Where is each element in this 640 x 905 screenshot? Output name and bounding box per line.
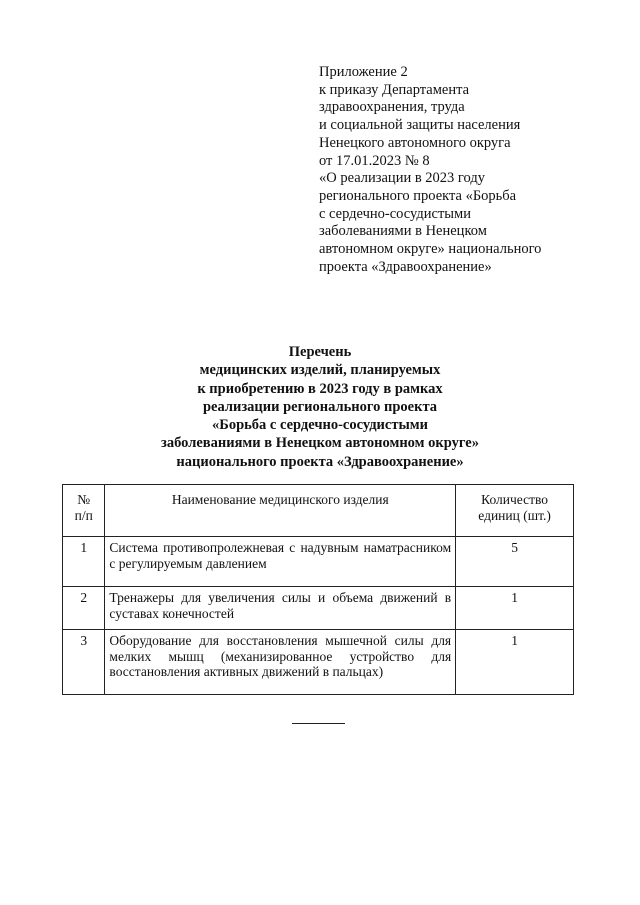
row-quantity: 1	[456, 587, 574, 630]
table-row	[63, 630, 574, 695]
title-line: «Борьба с сердечно-сосудистыми	[211, 417, 428, 434]
table-header-row	[63, 485, 574, 537]
header-number-line2: п/п	[74, 507, 93, 523]
header-quantity-line1: Количество	[481, 492, 549, 507]
row-quantity: 1	[456, 630, 574, 695]
appendix-line: автономном округе» национального	[319, 241, 542, 258]
appendix-line: здравоохранения, труда	[319, 99, 465, 116]
appendix-line: к приказу Департамента	[319, 81, 470, 98]
row-name: Тренажеры для увеличения силы и объема движений в суставах конечностей	[105, 587, 456, 630]
appendix-line: с сердечно-сосудистыми	[319, 205, 471, 222]
appendix-line: проекта «Здравоохранение»	[319, 258, 492, 275]
title-line: заболеваниями в Ненецком автономном округе»	[161, 435, 479, 452]
appendix-line: регионального проекта «Борьба	[319, 187, 517, 204]
row-quantity: 5	[456, 537, 574, 587]
appendix-line: от 17.01.2023 № 8	[319, 152, 430, 169]
title-line: медицинских изделий, планируемых	[199, 362, 441, 379]
row-number: 1	[63, 537, 105, 587]
appendix-line: «О реализации в 2023 году	[319, 170, 485, 187]
appendix-line: Ненецкого автономного округа	[319, 134, 511, 151]
header-quantity	[456, 485, 574, 537]
title-line: национального проекта «Здравоохранение»	[176, 453, 464, 470]
appendix-line: заболеваниями в Ненецком	[319, 223, 487, 240]
end-divider	[292, 723, 345, 724]
header-number-line1: №	[77, 492, 91, 507]
row-number: 2	[63, 587, 105, 630]
row-name: Оборудование для восстановления мышечной силы для мелких мышц (механизированное устройство для восстановления активных движений в пальцах)	[105, 630, 456, 695]
row-number: 3	[63, 630, 105, 695]
appendix-line: и социальной защиты населения	[319, 117, 521, 134]
table-row	[63, 537, 574, 587]
header-quantity-line2: единиц (шт.)	[478, 507, 551, 523]
row-name: Система противопролежневая с надувным наматрасником с регулируемым давлением	[105, 537, 456, 587]
document-title	[110, 343, 530, 471]
title-line: Перечень	[288, 344, 352, 360]
header-name: Наименование медицинского изделия	[105, 485, 456, 537]
title-line: к приобретению в 2023 году в рамках	[197, 380, 443, 397]
appendix-block	[319, 64, 619, 276]
table-row	[63, 587, 574, 630]
header-number	[63, 485, 105, 537]
title-line: реализации регионального проекта	[202, 398, 438, 415]
medical-devices-table	[62, 484, 574, 695]
appendix-line: Приложение 2	[319, 64, 408, 80]
